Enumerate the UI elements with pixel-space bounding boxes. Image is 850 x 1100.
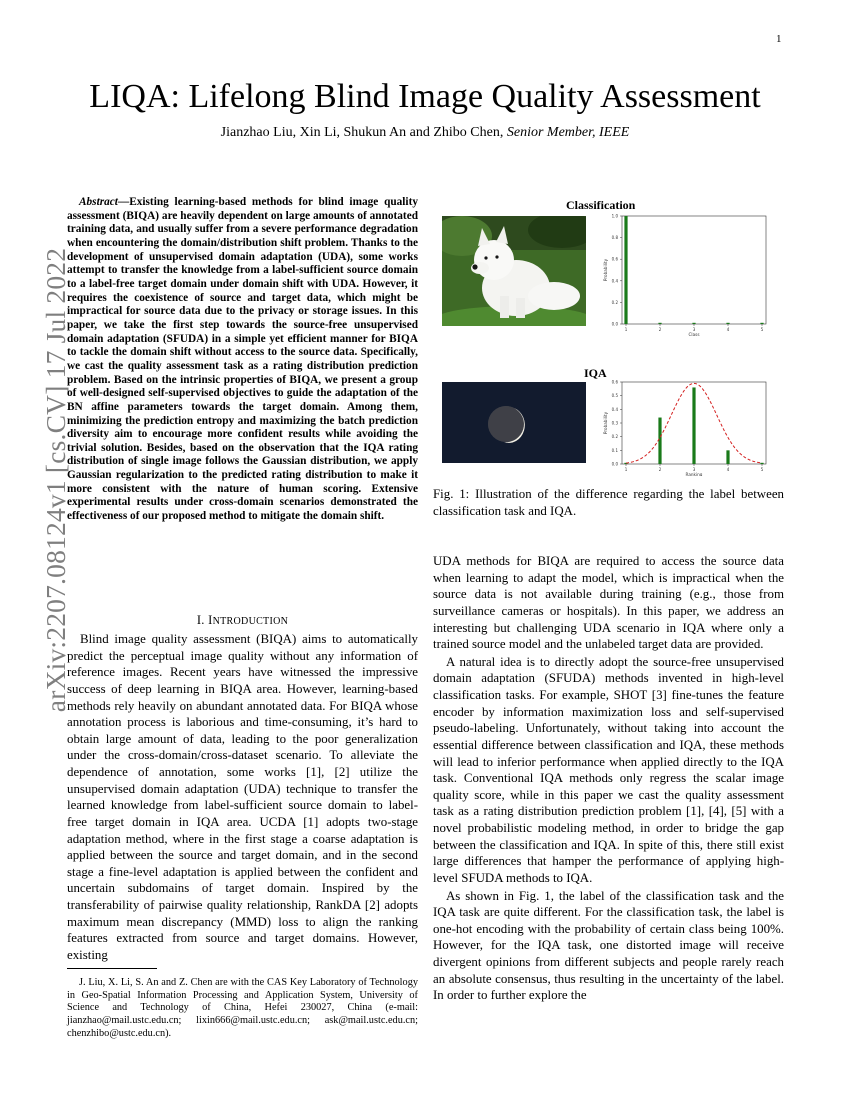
x-tick-label: 1 [624,467,628,472]
plot-frame [622,216,766,324]
x-tick-label: 2 [658,467,662,472]
section-title-rest: NTRODUCTION [212,616,289,627]
x-tick-label: 4 [726,467,730,472]
classification-title: Classification [566,198,636,212]
y-tick-label: 0.3 [611,420,618,426]
bar [692,323,695,324]
y-tick-label: 0.8 [611,235,618,241]
y-tick-label: 0.5 [611,393,618,399]
dog-photo [442,216,586,326]
moon-photo [442,382,586,463]
y-tick-label: 1.0 [611,213,618,219]
authors-line [0,125,850,141]
bar [658,323,661,324]
y-axis-label: Probability [603,411,608,435]
bar [692,387,695,464]
author-footnote: J. Liu, X. Li, S. An and Z. Chen are with the CAS Key Laboratory of Technology in Geo-Spatial Information Processing and Application System, University of Science and Technology of China, Hefei 230027, China (e-mail: jianzhao@mail.ustc.edu.cn; lixin666@mail.ustc.edu.cn; ask@mail.ustc.edu.cn; chenzhibo@ustc.edu.cn). [67,977,418,1039]
x-tick-label: 5 [760,467,764,472]
y-tick-label: 0.6 [611,379,618,385]
section-heading-introduction [67,613,418,628]
y-tick-label: 0.2 [611,299,618,305]
iqa-title: IQA [584,366,607,380]
x-tick-label: 2 [658,327,662,332]
y-tick-label: 0.4 [611,406,618,412]
y-axis-label: Probability [603,258,608,282]
abstract [67,196,418,524]
abstract-text: —Existing learning-based methods for blind image quality assessment (BIQA) are heavily dependent on large amounts of annotated training data, and usually suffer from a severe performance degradation when encountering the domain/distribution shift problem. Thanks to the development of unsupervised domain adaptation (UDA), some works attempt to transfer the knowledge from a label-sufficient source domain to a label-free target domain under domain shift with UDA. However, it requires the coexistence of source and target data, which might be impractical for source data due to the privacy or storage issues. In this paper, we take the first step towards the source-free unsupervised domain adaptation (SFUDA) in a simple yet efficient manner for BIQA to tackle the domain shift without access to the source data. Specifically, we cast the quality assessment task as a rating distribution prediction problem. Based on the intrinsic properties of BIQA, we present a group of well-designed self-supervised objectives to guide the adaptation of the BN affine parameters towards the target domain. Among them, minimizing the prediction entropy and maximizing the batch prediction diversity aim to encourage more confident results while avoiding the trivial solution. Besides, based on the observation that the IQA rating distribution of single image follows the Gaussian distribution, we apply Gaussian regularization to the predicted rating distribution to make it more consistent with the nature of human scoring. Extensive experimental results under cross-domain scenarios demonstrated the effectiveness of our proposed method to mitigate the domain shift. [67,196,418,523]
y-tick-label: 0.1 [611,447,618,453]
paper-title: LIQA: Lifelong Blind Image Quality Assessment [89,78,761,115]
author-role: Senior Member, IEEE [506,125,630,140]
figure-caption: Fig. 1: Illustration of the difference regarding the label between classification task and IQA. [433,487,784,518]
footnote-rule [67,968,157,969]
page-number: 1 [776,33,782,45]
bar [726,450,729,464]
x-tick-label: 1 [624,327,628,332]
x-tick-label: 3 [692,327,696,332]
bar [624,216,627,324]
classification-chart [594,210,774,340]
section-number: I. I [196,613,213,627]
intro-paragraph-1: Blind image quality assessment (BIQA) aims to automatically predict the perceptual image quality without any information of reference images. Recent years have witnessed the impressive success of deep learning in BIQA area. However, learning-based methods rely heavily on abundant annotated data. For BIQA whose annotation process is laborious and time-consuming, it’s hard to obtain large amount of data, leading to the poor generalization under the cross-domain/cross-dataset scenario. To alleviate the dependence of annotation, some works [1], [2] utilize the unsupervised domain adaptation (UDA) technique to transfer the learned knowledge from label-sufficient source domain to label-free target domain in IQA area. UCDA [1] adopts two-stage adaptation method, where in the first stage a coarse adaptation is applied between the source and target domain, and in the second stage a fine-level adaptation is applied between the confident and uncertain subdomains of target domain. Inspired by the transferability of pairwise quality relationship, RankDA [2] adopts maximum mean discrepancy (MMD) loss to align the ranking features extracted from source and target domains. However, existing [67,632,418,962]
iqa-chart [594,376,774,476]
bar [760,463,763,464]
y-tick-label: 0.4 [611,278,618,284]
x-tick-label: 5 [760,327,764,332]
y-tick-label: 0.2 [611,434,618,440]
abstract-label: Abstract [79,196,118,208]
x-tick-label: 3 [692,467,696,472]
x-axis-label: Ranking [685,472,703,476]
x-axis-label: Class [688,332,700,337]
arxiv-identifier: arXiv:2207.08124v1 [cs.CV] 17 Jul 2022 [40,247,71,713]
right-paragraph-1: UDA methods for BIQA are required to access the source data when learning to adapt the model, which is impractical when the source data is not available during training (e.g., those from surveillance cameras or hospitals). In this paper, we address an interesting but challenging UDA scenario in IQA where only a trained source model and the unlabeled target data are provided. [433,554,784,652]
bar [658,418,661,464]
x-tick-label: 4 [726,327,730,332]
y-tick-label: 0.0 [611,321,618,327]
left-column-body [67,631,418,964]
right-paragraph-3: As shown in Fig. 1, the label of the classification task and the IQA task are quite different. For the classification task, the label is one-hot encoding with the probability of certain class being 100%. However, for the IQA task, one distorted image will receive divergent opinions from different subjects and people rarely reach an absolute consensus, thus resulting in the uncertainty of the label. In order to further explore the [433,888,784,1003]
bar [760,323,763,324]
bar [726,323,729,324]
right-column-body [433,553,784,1004]
author-names: Jianzhao Liu, Xin Li, Shukun An and Zhibo Chen, [220,125,507,140]
y-tick-label: 0.6 [611,256,618,262]
right-paragraph-2: A natural idea is to directly adopt the source-free unsupervised domain adaptation (SFUDA) methods invented in high-level classification tasks. For example, SHOT [3] fine-tunes the feature encoder by information maximization loss and self-supervised pseudo-labeling. Unfortunately, without taking into account the essential difference between classification and IQA, these methods will lead to inferior performance when applied directly to the IQA task. Conventional IQA methods only regress the scalar image quality score, while in this paper we cast the quality assessment task as a rating distribution prediction problem [1], [4], [5] with a novel probabilistic modeling method, in order to bridge the gap between the classification and IQA. In spite of this, there still exist large differences that hamper the performance of applying high-level SFUDA methods to IQA. [433,654,784,885]
y-tick-label: 0.0 [611,461,618,467]
